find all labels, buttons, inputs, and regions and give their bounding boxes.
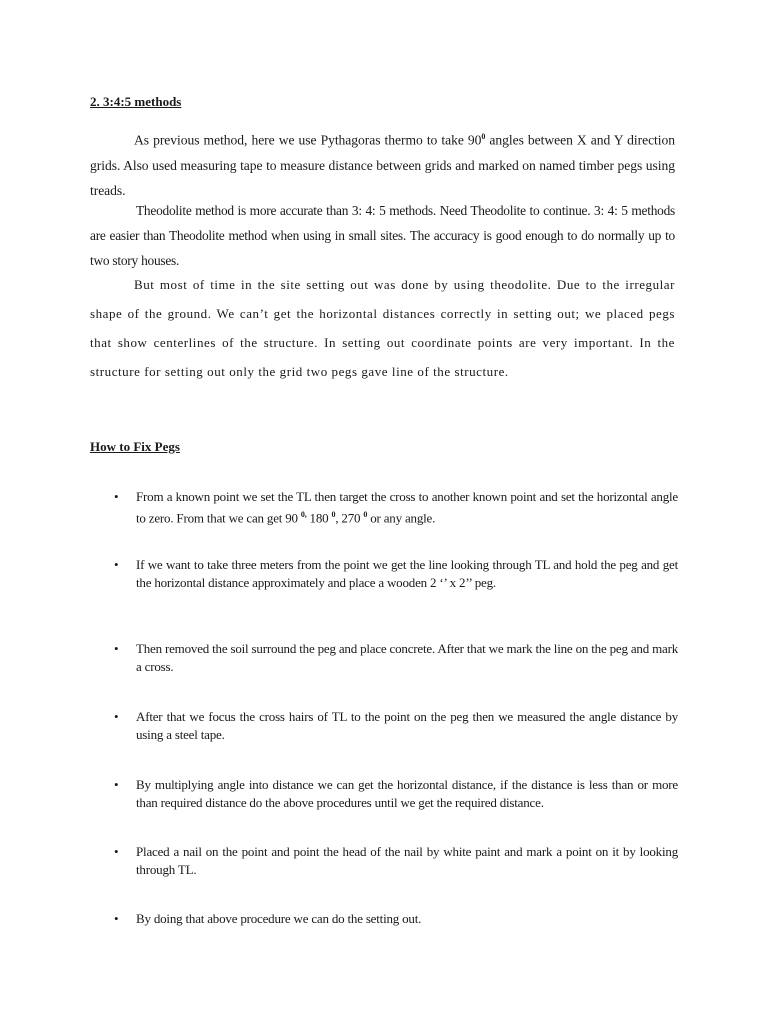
text-run: or any angle. [367,510,436,526]
list-item-text: If we want to take three meters from the point we get the line looking through TL and hold the peg and get the horizontal distance approximately and place a wooden 2 ‘’ x 2’’ peg. [136,557,678,590]
superscript: 0 [481,132,486,141]
paragraph-text: As previous method, here we use Pythagoras thermo to take 90 [134,132,482,148]
bullet-icon: • [114,844,119,859]
bullet-icon: • [114,709,119,724]
superscript: 0 [331,510,336,519]
bullet-icon: • [114,777,119,792]
section-heading: 2. 3:4:5 methods [90,94,182,109]
bullet-icon: • [114,557,119,572]
paragraph-pythagoras-method [90,124,675,203]
bullet-icon: • [114,641,119,656]
text-run: , 270 [335,510,364,526]
bullet-icon: • [114,489,119,504]
list-item-text: After that we focus the cross hairs of TL to the point on the peg then we measured the angle distance by using a steel tape. [136,709,678,742]
text-run: 180 [306,510,332,526]
list-item-text [136,488,678,527]
bullet-icon: • [114,911,119,926]
superscript: 0 [363,510,368,519]
paragraph-text: angles between X and Y direction grids. Also used measuring tape to measure distance between grids and marked on named timber pegs using treads. [90,132,675,198]
paragraph-theodolite-comparison: Theodolite method is more accurate than 3: 4: 5 methods. Need Theodolite to continue. 3: 4: 5 methods are easier than Theodolite method when using in small sites. The accuracy is good enough to do normally up to two story houses. [90,203,675,268]
list-item-text: By doing that above procedure we can do the setting out. [136,911,422,926]
superscript: 0, [300,510,307,519]
list-item-text: Placed a nail on the point and point the head of the nail by white paint and mark a point on it by looking through TL. [136,844,678,877]
text-run: From a known point we set the TL then target the cross to another known point and set the horizontal angle to zero. From that we can get 90 [136,489,678,526]
pegs-heading: How to Fix Pegs [90,439,180,454]
list-item-text: Then removed the soil surround the peg and place concrete. After that we mark the line on the peg and mark a cross. [136,641,678,674]
paragraph-site-setting-out: But most of time in the site setting out was done by using theodolite. Due to the irregular shape of the ground. We can’t get the horizontal distances correctly in setting out; we placed pegs that show centerlines of the structure. In setting out coordinate points are very important. In the structure for setting out only the grid two pegs gave line of the structure. [90,277,675,379]
list-item-text: By multiplying angle into distance we can get the horizontal distance, if the distance is less than or more than required distance do the above procedures until we get the required distance. [136,777,678,810]
